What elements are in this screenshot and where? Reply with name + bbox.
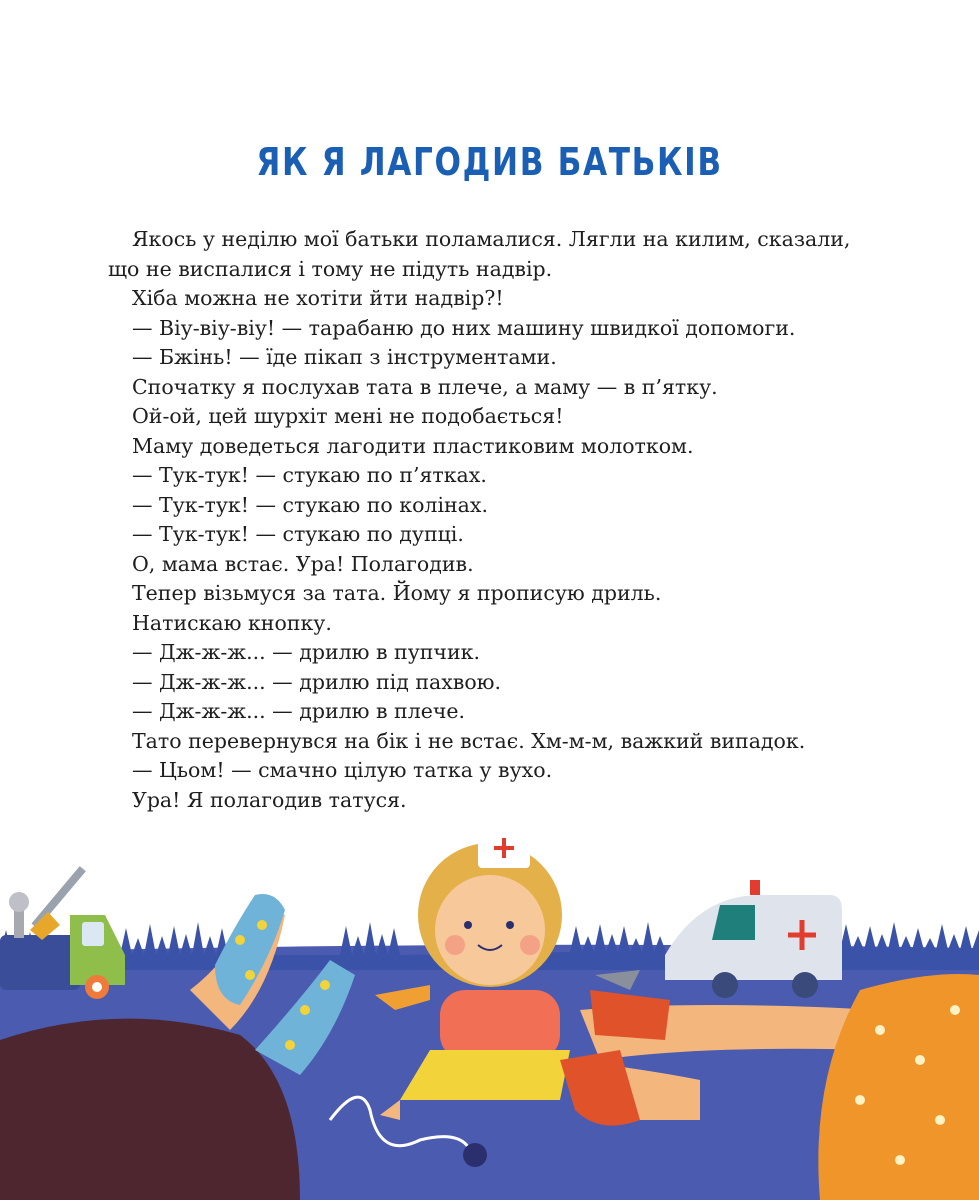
story-line: — Дж-ж-ж... — дрилю в пупчик. (132, 640, 480, 664)
toy-pickup-truck (0, 866, 125, 999)
story-line: Тепер візьмуся за тата. Йому я прописую дриль. (132, 581, 662, 605)
story-line: Хіба можна не хотіти йти надвір?! (132, 286, 504, 310)
story-line: — Цьом! — смачно цілую татка у вухо. (132, 758, 553, 782)
story-line: — Віу-віу-віу! — тарабаню до них машину швидкої допомоги. (132, 315, 796, 340)
story-line: що не виспалися і тому не підуть надвір. (108, 256, 553, 281)
story-line: Якось у неділю мої батьки поламалися. Лягли на килим, сказали, (132, 227, 851, 251)
story-line: — Тук-тук! — стукаю по дупці. (132, 522, 464, 546)
story-line: Маму доведеться лагодити пластиковим молотком. (132, 433, 694, 458)
story-line: Тато перевернувся на бік і не встає. Хм-м-м, важкий випадок. (132, 728, 806, 753)
story-line: — Дж-ж-ж... — дрилю під пахвою. (132, 669, 502, 694)
story-line: Ура! Я полагодив татуся. (132, 787, 407, 812)
story-text (108, 225, 888, 815)
story-line: — Тук-тук! — стукаю по колінах. (132, 492, 488, 517)
story-line: — Дж-ж-ж... — дрилю в плече. (132, 699, 466, 723)
story-line: Спочатку я послухав тата в плече, а маму — в п’ятку. (132, 374, 718, 399)
story-line: — Бжінь! — їде пікап з інструментами. (132, 345, 557, 369)
story-line: Ой-ой, цей шурхіт мені не подобається! (132, 404, 564, 428)
story-line: Натискаю кнопку. (132, 610, 332, 635)
story-line: О, мама встає. Ура! Полагодив. (132, 551, 474, 576)
story-illustration (0, 820, 979, 1200)
story-title: ЯК Я ЛАГОДИВ БАТЬКІВ (256, 140, 723, 184)
story-line: — Тук-тук! — стукаю по п’ятках. (132, 463, 487, 487)
